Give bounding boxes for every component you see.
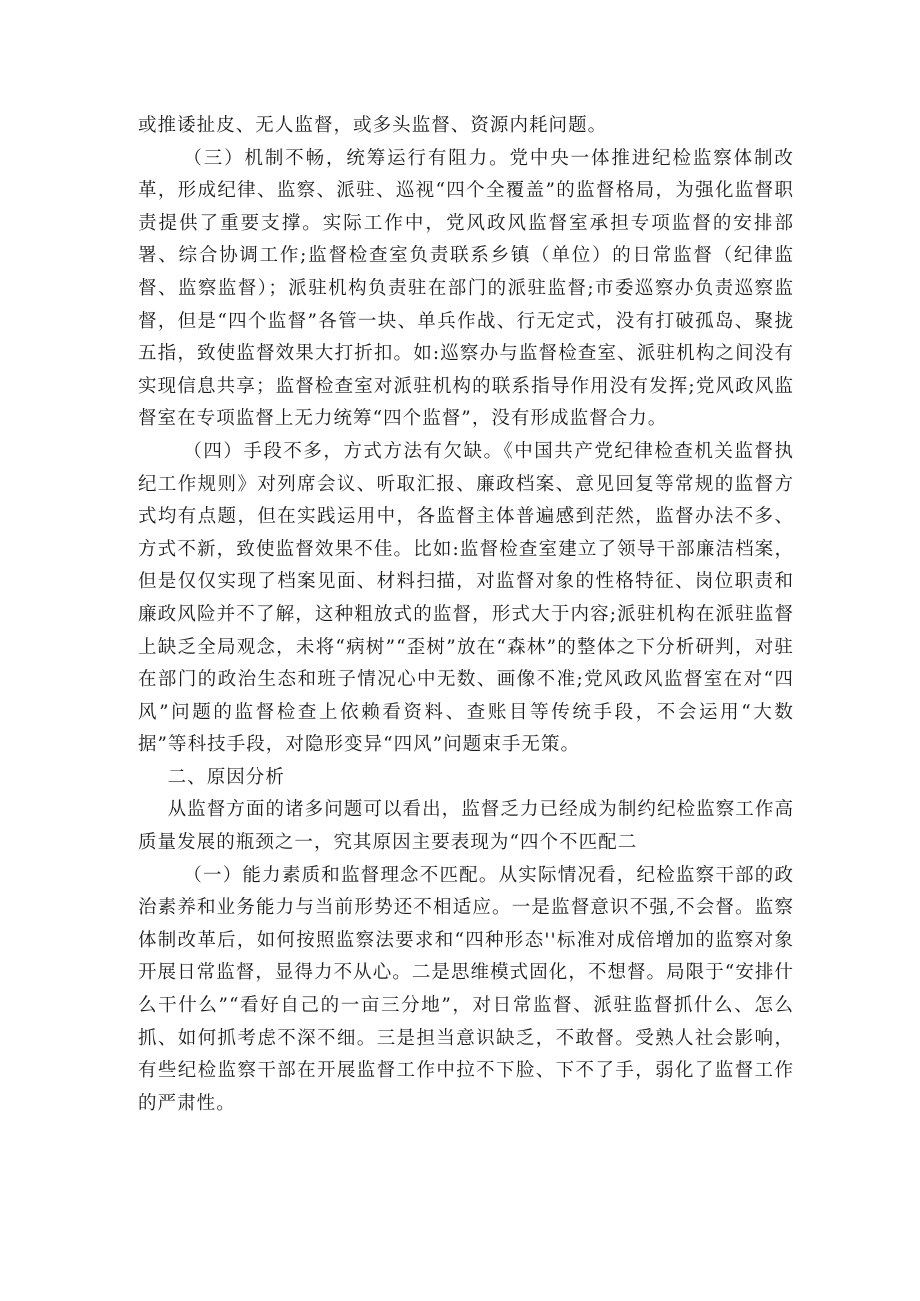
paragraph-capability-mismatch: （一）能力素质和监督理念不匹配。从实际情况看，纪检监察干部的政治素养和业务能力与当前形势还不相适应。一是监督意识不强,不会督。监察体制改革后，如何按照监察法要求和“四种形态''标准对成倍增加的监察对象开展日常监督，显得力不从心。二是思维模式固化，不想督。局限于“安排什么干什么”“看好自己的一亩三分地”，对日常监督、派驻监督抓什么、怎么抓、如何抓考虑不深不细。三是担当意识缺乏，不敢督。受熟人社会影响，有些纪检监察干部在开展监督工作中拉不下脸、下不了手，弱化了监督工作的严肃性。 (138, 864, 794, 1114)
paragraph-methods: （四）手段不多，方式方法有欠缺。《中国共产党纪律检查机关监督执纪工作规则》对列席会议、听取汇报、廉政档案、意见回复等常规的监督方式均有点题，但在实践运用中，各监督主体普遍感到茫然，监督办法不多、方式不新，致使监督效果不佳。比如:监督检查室建立了领导干部廉洁档案，但是仅仅实现了档案见面、材料扫描，对监督对象的性格特征、岗位职责和廉政风险并不了解，这种粗放式的监督，形式大于内容;派驻机构在派驻监督上缺乏全局观念，未将“病树”“歪树”放在“森林”的整体之下分析研判，对驻在部门的政治生态和班子情况心中无数、画像不准;党风政风监督室在对“四风”问题的监督检查上依赖看资料、查账目等传统手段，不会运用“大数据”等科技手段，对隐形变异“四风”问题束手无策。 (138, 440, 794, 756)
section-heading-cause-analysis: 二、原因分析 (167, 766, 285, 788)
paragraph-continuation: 或推诿扯皮、无人监督，或多头监督、资源内耗问题。 (138, 115, 608, 136)
document-body (138, 110, 794, 1120)
paragraph-mechanism: （三）机制不畅，统筹运行有阻力。党中央一体推进纪检监察体制改革，形成纪律、监察、派驻、巡视“四个全覆盖”的监督格局，为强化监督职责提供了重要支撑。实际工作中，党风政风监督室承担专项监督的安排部署、综合协调工作;监督检查室负责联系乡镇（单位）的日常监督（纪律监督、监察监督）；派驻机构负责驻在部门的派驻监督;市委巡察办负责巡察监督，但是“四个监督”各管一块、单兵作战、行无定式，没有打破孤岛、聚拢五指，致使监督效果大打折扣。如:巡察办与监督检查室、派驻机构之间没有实现信息共享；监督检查室对派驻机构的联系指导作用没有发挥;党风政风监督室在专项监督上无力统筹“四个监督”，没有形成监督合力。 (138, 147, 794, 430)
paragraph-cause-intro: 从监督方面的诸多问题可以看出，监督乏力已经成为制约纪检监察工作高质量发展的瓶颈之一，究其原因主要表现为“四个不匹配二 (138, 799, 794, 854)
